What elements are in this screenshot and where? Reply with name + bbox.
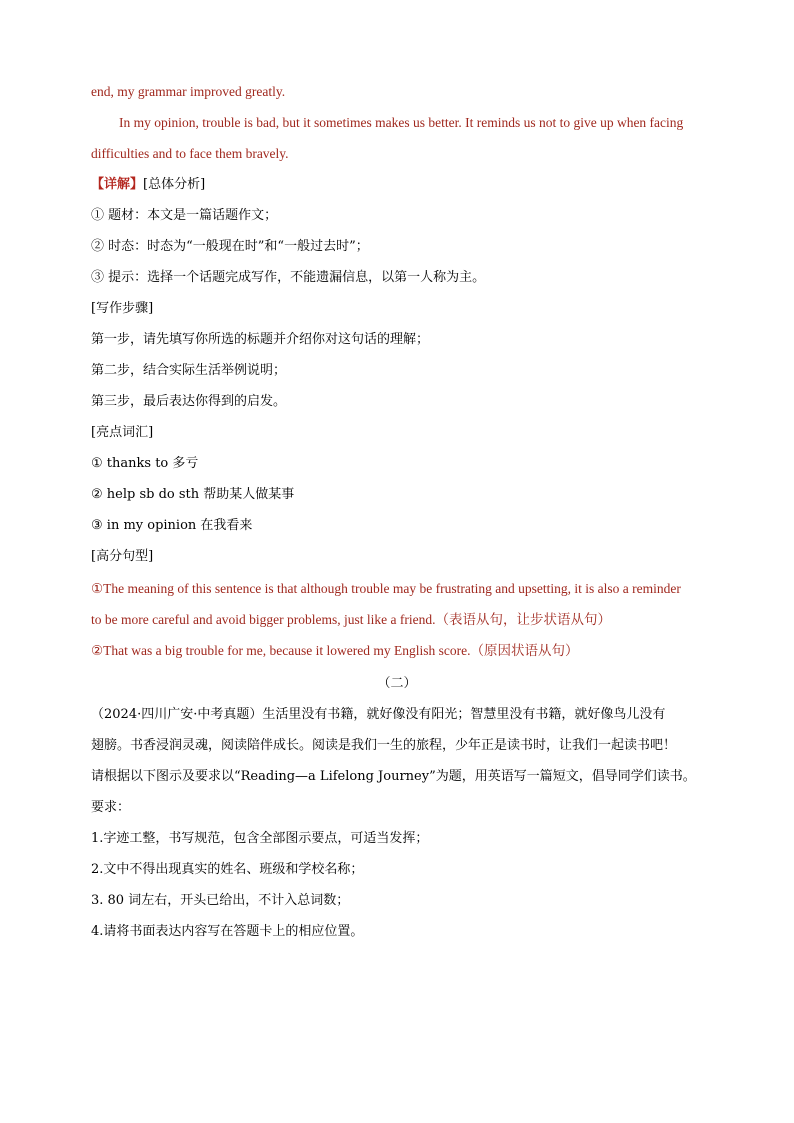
requirements-title: 要求： [91,800,131,815]
answer-line-1: end, my grammar improved greatly. [91,84,286,99]
prompt-line-2: 翅膀。书香浸润灵魂，阅读陪伴成长。阅读是我们一生的旅程，少年正是读书时，让我们一起读书吧！ [91,738,677,753]
sentence-2: ②That was a big trouble for me, because it lowered my English score.（原因状语从句） [91,643,579,658]
requirement-item: 2.文中不得出现真实的姓名、班级和学校名称； [91,862,364,877]
prompt-line-3: 请根据以下图示及要求以“Reading—a Lifelong Journey”为题，用英语写一篇短文，倡导同学们读书。 [91,769,696,784]
vocab-item: ① thanks to 多亏 [91,456,199,471]
answer-line-3: difficulties and to face them bravely. [91,146,289,161]
step-item: 第一步，请先填写你所选的标题并介绍你对这句话的理解； [91,332,430,347]
detail-bracket: 【详解】 [91,177,144,192]
step-item: 第三步，最后表达你得到的启发。 [91,394,287,409]
analysis-item: ③ 提示：选择一个话题完成写作，不能遗漏信息，以第一人称为主。 [91,270,486,285]
steps-title: [写作步骤] [91,301,154,316]
analysis-item: ② 时态：时态为“一般现在时”和“一般过去时”； [91,239,369,254]
analysis-heading [91,176,711,194]
step-item: 第二步，结合实际生活举例说明； [91,363,287,378]
vocab-item: ③ in my opinion 在我看来 [91,518,253,533]
section-number: （二） [377,676,417,691]
vocab-title: [亮点词汇] [91,425,154,440]
sentence-1-line-2: to be more careful and avoid bigger problems, just like a friend.（表语从句，让步状语从句） [91,612,612,627]
answer-line-2: In my opinion, trouble is bad, but it sometimes makes us better. It reminds us not to give up when facing [119,115,684,130]
sentence-1-line-1: ①The meaning of this sentence is that although trouble may be frustrating and upsetting, it is also a reminder [91,581,681,596]
requirement-item: 1.字迹工整，书写规范，包含全部图示要点，可适当发挥； [91,831,429,846]
sentences-title: [高分句型] [91,549,154,564]
analysis-item: ① 题材：本文是一篇话题作文； [91,208,278,223]
requirement-item: 3. 80 词左右，开头已给出，不计入总词数； [91,893,350,908]
overall-analysis-title: [总体分析] [143,177,206,192]
requirement-item: 4.请将书面表达内容写在答题卡上的相应位置。 [91,924,364,939]
prompt-line-1: （2024·四川广安·中考真题）生活里没有书籍，就好像没有阳光；智慧里没有书籍，就好像鸟儿没有 [91,707,666,722]
vocab-item: ② help sb do sth 帮助某人做某事 [91,487,295,502]
